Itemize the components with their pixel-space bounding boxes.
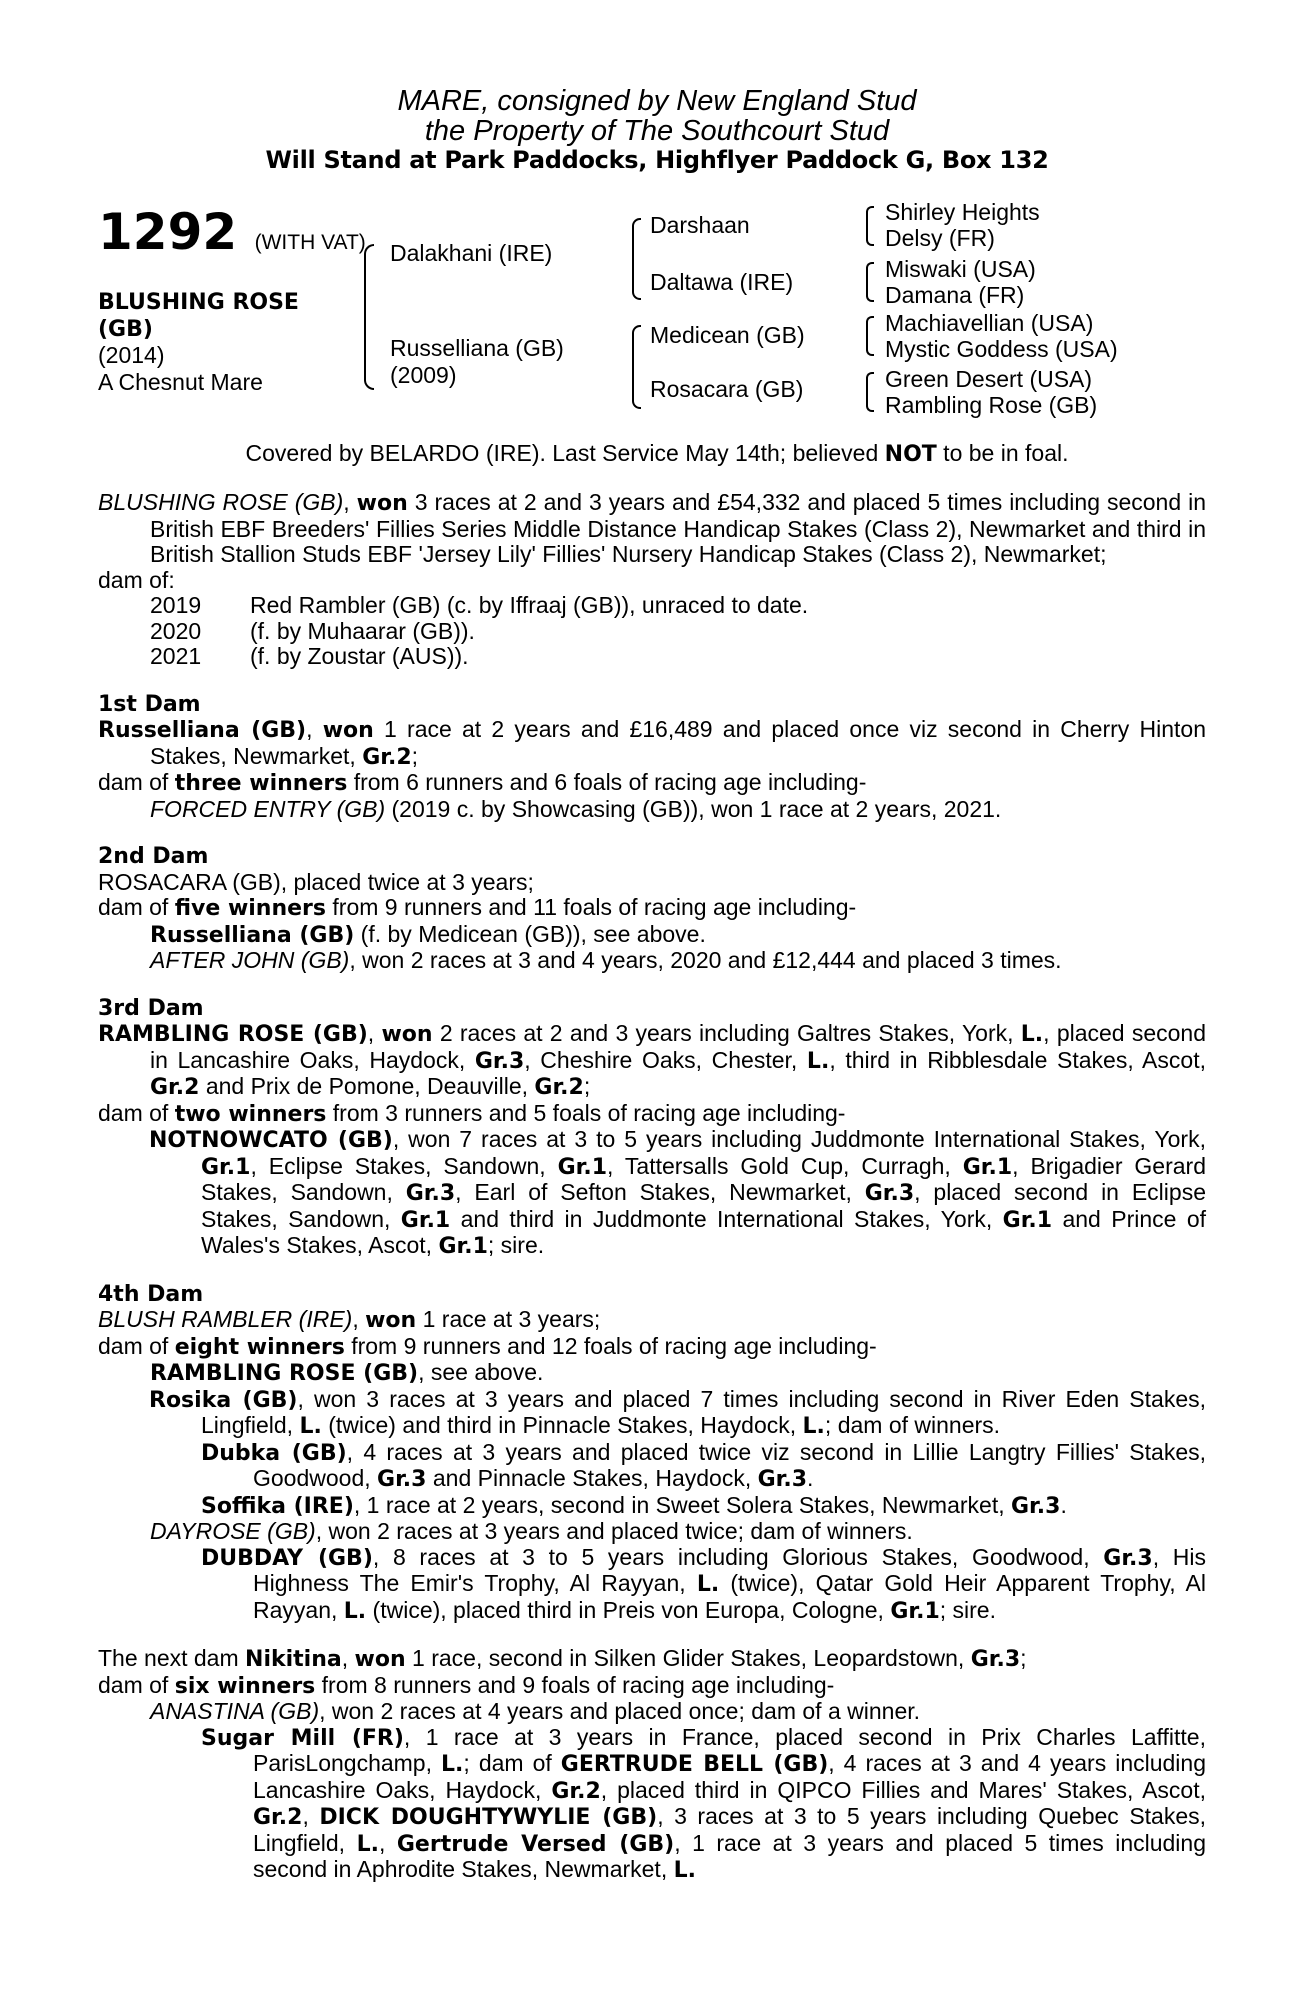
produce-row: 2020 (f. by Muhaarar (GB)). bbox=[150, 617, 475, 644]
progeny-entry: Russelliana (GB) (f. by Medicean (GB)), see above. bbox=[150, 920, 706, 948]
dam-of-line: dam of five winners from 9 runners and 11 foals of racing age including- bbox=[98, 894, 857, 921]
property-line: the Property of The Southcourt Stud bbox=[424, 115, 890, 147]
consignor-line: MARE, consigned by New England Stud bbox=[397, 85, 917, 117]
pedigree-bracket bbox=[866, 262, 874, 302]
mare-record: BLUSHING ROSE (GB), won 3 races at 2 and 3 years and £54,332 and placed 5 times including second in British EBF Breeders' Fillies Series Middle Distance Handicap Stakes (Class 2), Newmarket and third in British Stallion Studs EBF 'Jersey Lily' Fillies' Nursery Handicap Stakes (Class 2), Newmarket; bbox=[98, 489, 1206, 567]
dam-of-line: dam of eight winners from 9 runners and 12 foals of racing age including- bbox=[98, 1332, 877, 1360]
progeny-entry: NOTNOWCATO (GB), won 7 races at 3 to 5 years including Juddmonte International Stakes, York, Gr.1, Eclipse Stakes, Sandown, Gr.1, Tattersalls Gold Cup, Curragh, Gr.1, Brigadier Gerard Stakes, Sandown, Gr.3, Earl of Sefton Stakes, Newmarket, Gr.3, placed second in Eclipse Stakes, Sandown, Gr.1 and third in Juddmonte International Stakes, York, Gr.1 and Prince of Wales's Stakes, Ascot, Gr.1; sire. bbox=[149, 1126, 1207, 1259]
pedigree-bracket bbox=[632, 218, 641, 300]
ped-sdd: Damana (FR) bbox=[885, 282, 1025, 308]
grand-progeny-entry: Dubka (GB), 4 races at 3 years and placed twice viz second in Lillie Langtry Fillies' Stakes, Goodwood, Gr.3 and Pinnacle Stakes, Haydock, Gr.3. bbox=[201, 1438, 1206, 1492]
dam-sire: Medicean (GB) bbox=[650, 322, 805, 348]
produce-row: 2019 Red Rambler (GB) (c. by Iffraaj (GB)), unraced to date. bbox=[150, 592, 809, 618]
grand-progeny-entry: Sugar Mill (FR), 1 race at 3 years in France, placed second in Prix Charles Laffitte, ParisLongchamp, L.; dam of GERTRUDE BELL (GB), 4 races at 3 and 4 years including Lancashire Oaks, Haydock, Gr.2, placed third in QIPCO Fillies and Mares' Stakes, Ascot, Gr.2, DICK DOUGHTYWYLIE (GB), 3 races at 3 to 5 years including Quebec Stakes, Lingfield, L., Gertrude Versed (GB), 1 race at 3 years and placed 5 times including second in Aphrodite Stakes, Newmarket, L. bbox=[201, 1723, 1207, 1883]
dam-record: RAMBLING ROSE (GB), won 2 races at 2 and 3 years including Galtres Stakes, York, L., placed second in Lancashire Oaks, Haydock, Gr.3, Cheshire Oaks, Chester, L., third in Ribblesdale Stakes, Ascot, Gr.2 and Prix de Pomone, Deauville, Gr.2; bbox=[98, 1020, 1207, 1100]
progeny-entry: RAMBLING ROSE (GB), see above. bbox=[150, 1359, 544, 1386]
progeny-entry: ANASTINA (GB), won 2 races at 4 years and placed once; dam of a winner. bbox=[150, 1698, 921, 1724]
progeny-entry: Rosika (GB), won 3 races at 3 years and placed 7 times including second in River Eden Stakes, Lingfield, L. (twice) and third in Pinnacle Stakes, Haydock, L.; dam of winners. bbox=[149, 1385, 1206, 1439]
vat-note: (WITH VAT) bbox=[254, 231, 366, 254]
next-dam-record: The next dam Nikitina, won 1 race, second in Silken Glider Stakes, Leopardstown, Gr.3; bbox=[98, 1645, 1027, 1672]
ped-ddd: Rambling Rose (GB) bbox=[885, 392, 1098, 418]
ped-dsd: Mystic Goddess (USA) bbox=[885, 336, 1118, 362]
section-heading: 1st Dam bbox=[98, 691, 201, 717]
sire: Dalakhani (IRE) bbox=[390, 240, 553, 266]
pedigree-bracket bbox=[632, 325, 641, 409]
lot-number: 1292 (WITH VAT) bbox=[98, 203, 366, 261]
dam-of-line: dam of six winners from 8 runners and 9 foals of racing age including- bbox=[98, 1671, 835, 1699]
ped-dss: Machiavellian (USA) bbox=[885, 310, 1094, 336]
dam-of-line: dam of three winners from 6 runners and 6 foals of racing age including- bbox=[98, 769, 867, 796]
sire-sire: Darshaan bbox=[650, 212, 750, 238]
dam: Russelliana (GB) bbox=[390, 335, 564, 361]
progeny-entry: DAYROSE (GB), won 2 races at 3 years and placed twice; dam of winners. bbox=[150, 1518, 913, 1544]
ped-ssd: Delsy (FR) bbox=[885, 225, 995, 251]
pedigree-bracket bbox=[866, 372, 874, 412]
dam-of-label: dam of: bbox=[98, 566, 175, 593]
horse-origin: (GB) bbox=[98, 317, 153, 342]
progeny-entry: AFTER JOHN (GB), won 2 races at 3 and 4 years, 2020 and £12,444 and placed 3 times. bbox=[150, 947, 1062, 973]
section-heading: 3rd Dam bbox=[98, 995, 204, 1021]
horse-year: (2014) bbox=[98, 342, 165, 368]
grand-progeny-entry: DUBDAY (GB), 8 races at 3 to 5 years including Glorious Stakes, Goodwood, Gr.3, His Highness The Emir's Trophy, Al Rayyan, L. (twice), Qatar Gold Heir Apparent Trophy, Al Rayyan, L. (twice), placed third in Preis von Europa, Cologne, Gr.1; sire. bbox=[201, 1543, 1206, 1624]
location-line: Will Stand at Park Paddocks, Highflyer Paddock G, Box 132 bbox=[265, 146, 1049, 174]
pedigree-bracket bbox=[364, 244, 374, 390]
progeny-entry: FORCED ENTRY (GB) (2019 c. by Showcasing (GB)), won 1 race at 2 years, 2021. bbox=[150, 795, 1002, 822]
dam-record: Russelliana (GB), won 1 race at 2 years and £16,489 and placed once viz second in Cherry Hinton Stakes, Newmarket, Gr.2; bbox=[98, 716, 1206, 770]
dam-year: (2009) bbox=[390, 362, 457, 388]
catalogue-body bbox=[98, 490, 1206, 1884]
ped-dds: Green Desert (USA) bbox=[885, 366, 1093, 392]
grand-progeny-entry: Soffika (IRE), 1 race at 2 years, second in Sweet Solera Stakes, Newmarket, Gr.3. bbox=[201, 1491, 1067, 1519]
dam-of-line: dam of two winners from 3 runners and 5 foals of racing age including- bbox=[98, 1099, 846, 1127]
section-heading: 4th Dam bbox=[98, 1281, 204, 1307]
dam-record: ROSACARA (GB), placed twice at 3 years; bbox=[98, 868, 534, 895]
section-heading: 2nd Dam bbox=[98, 844, 209, 869]
pedigree-bracket bbox=[866, 316, 874, 356]
dam-dam: Rosacara (GB) bbox=[650, 376, 804, 402]
horse-description: A Chesnut Mare bbox=[98, 369, 263, 395]
produce-row: 2021 (f. by Zoustar (AUS)). bbox=[150, 643, 469, 669]
ped-sss: Shirley Heights bbox=[885, 199, 1040, 225]
pedigree-bracket bbox=[866, 206, 874, 246]
ped-sds: Miswaki (USA) bbox=[885, 256, 1036, 282]
dam-record: BLUSH RAMBLER (IRE), won 1 race at 3 years; bbox=[98, 1306, 601, 1333]
horse-name: BLUSHING ROSE bbox=[98, 290, 299, 315]
covered-line: Covered by BELARDO (IRE). Last Service May 14th; believed NOT to be in foal. bbox=[245, 440, 1069, 467]
sire-dam: Daltawa (IRE) bbox=[650, 269, 794, 295]
